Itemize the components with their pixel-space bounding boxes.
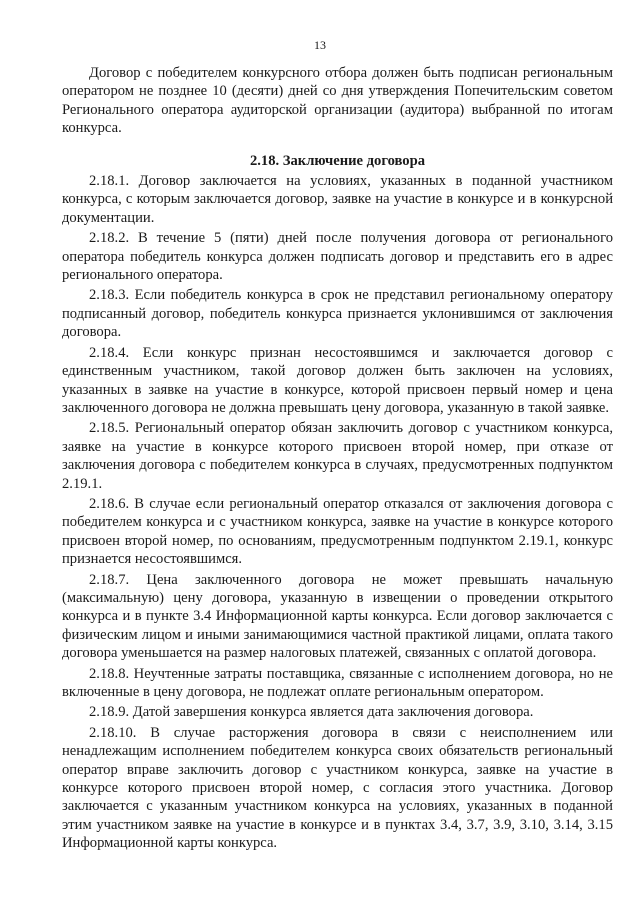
clause-2-18-10: 2.18.10. В случае расторжения договора в связи с неисполнением или ненадлежащим исполнением победителем конкурса своих обязательств региональный оператор вправе заключить договор с участником конкурса, заявке на участие в конкурсе которого присвоен второй номер, с согласия этого участника. Договор заключается с указанным участником конкурса на условиях, указанных в поданной этим участником заявке на участие в конкурсе и в пунктах 3.4, 3.7, 3.9, 3.10, 3.14, 3.15 Информационной карты конкурса.: [62, 724, 613, 852]
clause-2-18-8: 2.18.8. Неучтенные затраты поставщика, связанные с исполнением договора, но не включенные в цену договора, не подлежат оплате региональным оператором.: [62, 665, 613, 700]
intro-paragraph: Договор с победителем конкурсного отбора должен быть подписан региональным оператором не позднее 10 (десяти) дней со дня утверждения Попечительским советом Регионального оператора аудиторской организации (аудитора) выбранной по итогам конкурса.: [62, 65, 613, 137]
section-heading: 2.18. Заключение договора: [249, 152, 426, 169]
clause-2-18-7: 2.18.7. Цена заключенного договора не может превышать начальную (максимальную) цену договора, указанную в извещении о проведении открытого конкурса и в пункте 3.4 Информационной карты конкурса. Если договор заключается с физическим лицом и иными занимающимися частной практикой лицами, оплата такого договора уменьшается на размер налоговых платежей, связанных с оплатой договора.: [62, 571, 613, 662]
document-body: [62, 64, 613, 853]
clause-2-18-6: 2.18.6. В случае если региональный оператор отказался от заключения договора с победителем конкурса и с участником конкурса, заявке на участие в конкурсе которого присвоен второй номер, по основаниям, предусмотренным подпунктом 2.19.1, конкурс признается несостоявшимся.: [62, 495, 613, 568]
clause-2-18-2: 2.18.2. В течение 5 (пяти) дней после получения договора от регионального оператора победитель конкурса должен подписать договор и представить его в адрес регионального оператора.: [62, 230, 613, 284]
clause-2-18-1: 2.18.1. Договор заключается на условиях, указанных в поданной участником конкурса, с которым заключается договор, заявке на участие в конкурсе и в конкурсной документации.: [62, 173, 613, 226]
clause-2-18-9: 2.18.9. Датой завершения конкурса является дата заключения договора.: [89, 704, 534, 721]
clause-2-18-3: 2.18.3. Если победитель конкурса в срок не представил региональному оператору подписанный договор, победитель конкурса признается уклонившимся от заключения договора.: [62, 287, 613, 341]
clause-2-18-5: 2.18.5. Региональный оператор обязан заключить договор с участником конкурса, заявке на участие в конкурсе которого присвоен второй номер, при отказе от заключения договора с победителем конкурса в случаях, предусмотренных подпунктом 2.19.1.: [62, 420, 613, 492]
page-number: 13: [314, 38, 326, 52]
clause-2-18-4: 2.18.4. Если конкурс признан несостоявшимся и заключается договор с единственным участником, такой договор должен быть заключен на условиях, указанных в заявке на участие в конкурсе, которой присвоен первый номер и цена заключенного договора не должна превышать цену договора, указанную в такой заявке.: [62, 344, 613, 416]
